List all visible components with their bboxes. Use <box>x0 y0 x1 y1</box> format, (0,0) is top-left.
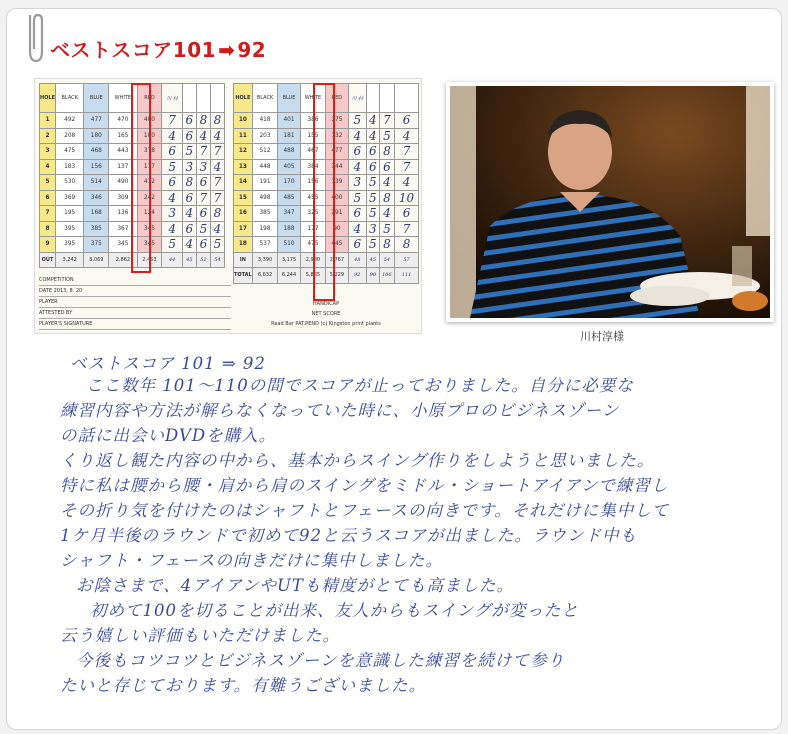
yardage-white: 137 <box>109 159 137 175</box>
score-player-4: 5 <box>210 237 224 253</box>
yardage-blue: 168 <box>84 206 109 222</box>
yardage-black: 475 <box>56 144 84 160</box>
score-player-2: 5 <box>367 190 380 206</box>
total-label: OUT <box>40 252 56 268</box>
letter-line: ここ数年 101～110の間でスコアが止っておりました。自分に必要な <box>86 376 634 395</box>
score-player-3: 4 <box>379 175 394 191</box>
total-blue: 3,175 <box>278 252 300 268</box>
score-player-3: 7 <box>379 113 394 129</box>
yardage-red: 242 <box>137 190 162 206</box>
yardage-blue: 181 <box>278 128 300 144</box>
score-player-2: 6 <box>182 113 196 129</box>
score-player-4: 7 <box>210 190 224 206</box>
score-player-4: 8 <box>210 113 224 129</box>
score-player-3: 8 <box>379 144 394 160</box>
col-header-hole: HOLE <box>40 84 56 113</box>
score-player-1: 3 <box>162 206 182 222</box>
letter-line: その折り気を付けたのはシャフトとフェースの向きです。それだけに集中して <box>60 501 670 520</box>
score-player-3: 8 <box>196 113 210 129</box>
score-player-1: 4 <box>162 190 182 206</box>
letter-line: 今後もコツコツとビジネスゾーンを意識した練習を続けて参り <box>76 651 565 670</box>
letter-line: シャフト・フェースの向きだけに集中しました。 <box>60 551 444 570</box>
score-player-3: 4 <box>196 128 210 144</box>
yardage-white: 384 <box>300 159 325 175</box>
yardage-red: 344 <box>326 159 348 175</box>
total-label: IN <box>234 252 253 268</box>
total-player-1: 44 <box>162 252 182 268</box>
total-player-4: 57 <box>395 252 419 268</box>
yardage-blue: 485 <box>278 190 300 206</box>
highlight-box-in <box>313 83 335 301</box>
letter-line: 特に私は腰から腰・肩から肩のスイングをミドル・ショートアイアンで練習し <box>60 476 669 495</box>
score-player-1: 7 <box>162 113 182 129</box>
hole-number: 4 <box>40 159 56 175</box>
score-player-1: 5 <box>162 159 182 175</box>
scorecard-footer-right <box>233 301 419 331</box>
yardage-white: 156 <box>300 175 325 191</box>
score-player-3: 4 <box>379 206 394 222</box>
scorecard-footer-field: Read Bar PAT.PEND (c) Kingston print plants <box>271 321 381 327</box>
score-player-3: 5 <box>379 128 394 144</box>
hole-number: 9 <box>40 237 56 253</box>
hole-number: 6 <box>40 190 56 206</box>
score-player-1: 4 <box>348 159 366 175</box>
yardage-black: 530 <box>56 175 84 191</box>
score-player-1: 6 <box>348 144 366 160</box>
letter-line: ベストスコア 101 ⇒ 92 <box>70 354 266 373</box>
scorecard-footer-field: DATE 2013. 8. 20 <box>39 286 231 297</box>
hole-number: 8 <box>40 221 56 237</box>
total-red: 2,767 <box>326 252 348 268</box>
letter-line: たいと存じております。有難うございました。 <box>60 676 427 695</box>
yardage-white: 155 <box>300 128 325 144</box>
score-player-2: 5 <box>367 175 380 191</box>
score-player-2: 4 <box>367 128 380 144</box>
score-player-2: 4 <box>182 237 196 253</box>
yardage-blue: 477 <box>84 113 109 129</box>
score-player-3: 3 <box>196 159 210 175</box>
total-red: 2,463 <box>137 252 162 268</box>
yardage-white: 470 <box>109 113 137 129</box>
yardage-black: 191 <box>252 175 278 191</box>
yardage-red: 117 <box>137 159 162 175</box>
yardage-black: 183 <box>56 159 84 175</box>
scorecard-footer-field: COMPETITION <box>39 275 231 286</box>
letter-line: 練習内容や方法が解らなくなっていた時に、小原プロのビジネスゾーン <box>60 401 620 420</box>
score-player-2: 5 <box>367 237 380 253</box>
yardage-red: 477 <box>326 144 348 160</box>
yardage-black: 418 <box>252 113 278 129</box>
yardage-white: 177 <box>300 221 325 237</box>
yardage-black: 208 <box>56 128 84 144</box>
yardage-white: 467 <box>300 144 325 160</box>
scorecard-footer-field: PLAYER'S SIGNATURE <box>39 319 231 330</box>
player-name-handwritten: 川 村 <box>162 84 182 113</box>
handwritten-letter <box>56 350 772 714</box>
score-player-3: 7 <box>196 144 210 160</box>
yardage-blue: 347 <box>278 206 300 222</box>
score-player-4: 7 <box>210 144 224 160</box>
total-black: 6,632 <box>252 268 278 284</box>
player-name-handwritten: 川 村 <box>348 84 366 113</box>
score-player-3: 6 <box>196 175 210 191</box>
hole-number: 3 <box>40 144 56 160</box>
score-player-4: 4 <box>210 221 224 237</box>
score-player-1: 4 <box>162 221 182 237</box>
yardage-blue: 488 <box>278 144 300 160</box>
score-player-3: 6 <box>196 206 210 222</box>
letter-line: の話に出会いDVDを購入。 <box>60 426 277 445</box>
score-player-1: 6 <box>162 175 182 191</box>
yardage-red: 445 <box>326 237 348 253</box>
yardage-red: 291 <box>326 206 348 222</box>
hole-number: 12 <box>234 144 253 160</box>
hole-number: 10 <box>234 113 253 129</box>
col-header-hole: HOLE <box>234 84 253 113</box>
score-player-3: 8 <box>379 237 394 253</box>
total-player-1: 92 <box>348 268 366 284</box>
yardage-white: 309 <box>109 190 137 206</box>
score-player-2: 6 <box>367 159 380 175</box>
hole-number: 2 <box>40 128 56 144</box>
score-player-2: 5 <box>182 144 196 160</box>
hole-number: 15 <box>234 190 253 206</box>
score-player-1: 6 <box>348 206 366 222</box>
col-header-white: WHITE <box>300 84 325 113</box>
score-player-1: 3 <box>348 175 366 191</box>
hole-number: 14 <box>234 175 253 191</box>
hole-number: 18 <box>234 237 253 253</box>
yardage-black: 512 <box>252 144 278 160</box>
yardage-red: 139 <box>326 175 348 191</box>
score-player-4: 10 <box>395 190 419 206</box>
score-player-2: 6 <box>182 221 196 237</box>
yardage-white: 345 <box>109 237 137 253</box>
yardage-blue: 170 <box>278 175 300 191</box>
yardage-blue: 180 <box>84 128 109 144</box>
letter-line: 云う嬉しい評価もいただけました。 <box>60 626 340 645</box>
player-col-header <box>196 84 210 113</box>
golf-scorecard <box>34 78 422 334</box>
score-player-4: 4 <box>210 159 224 175</box>
page-title: ベストスコア101 ➡ 92 <box>50 38 267 62</box>
yardage-red: 400 <box>326 190 348 206</box>
yardage-white: 490 <box>109 175 137 191</box>
yardage-white: 455 <box>300 190 325 206</box>
score-player-3: 5 <box>196 221 210 237</box>
score-player-1: 5 <box>162 237 182 253</box>
player-col-header <box>210 84 224 113</box>
player-col-header <box>367 84 380 113</box>
yardage-white: 165 <box>109 128 137 144</box>
letter-line: お陰さまで、4アイアンやUTも精度がとても高ました。 <box>76 576 514 595</box>
hole-number: 11 <box>234 128 253 144</box>
yardage-blue: 510 <box>278 237 300 253</box>
col-header-black: BLACK <box>252 84 278 113</box>
score-player-2: 6 <box>182 128 196 144</box>
total-black: 3,390 <box>252 252 278 268</box>
yardage-blue: 514 <box>84 175 109 191</box>
highlight-box-out <box>131 83 151 273</box>
col-header-blue: BLUE <box>84 84 109 113</box>
score-player-2: 5 <box>367 206 380 222</box>
col-header-white: WHITE <box>109 84 137 113</box>
yardage-black: 385 <box>252 206 278 222</box>
yardage-white: 367 <box>109 221 137 237</box>
total-red: 5,229 <box>326 268 348 284</box>
total-player-2: 45 <box>182 252 196 268</box>
score-player-4: 7 <box>395 144 419 160</box>
score-player-4: 7 <box>395 221 419 237</box>
yardage-red: 132 <box>326 128 348 144</box>
yardage-red: 100 <box>137 128 162 144</box>
total-player-4: 54 <box>210 252 224 268</box>
total-blue: 3,069 <box>84 252 109 268</box>
yardage-black: 195 <box>56 206 84 222</box>
letter-line: くり返し観た内容の中から、基本からスイング作りをしようと思いました。 <box>60 451 655 470</box>
hole-number: 5 <box>40 175 56 191</box>
yardage-blue: 405 <box>278 159 300 175</box>
total-black: 3,242 <box>56 252 84 268</box>
total-player-3: 54 <box>379 252 394 268</box>
photo-caption: 川村淳様 <box>580 330 624 343</box>
yardage-white: 475 <box>300 237 325 253</box>
yardage-red: 375 <box>326 113 348 129</box>
score-player-3: 6 <box>379 159 394 175</box>
score-player-4: 7 <box>210 175 224 191</box>
score-player-1: 4 <box>348 128 366 144</box>
total-white: 5,865 <box>300 268 325 284</box>
scorecard-footer-left <box>39 275 231 330</box>
score-player-4: 4 <box>210 128 224 144</box>
score-player-2: 6 <box>367 144 380 160</box>
player-col-header <box>182 84 196 113</box>
score-player-2: 3 <box>367 221 380 237</box>
score-player-2: 4 <box>182 206 196 222</box>
yardage-red: 90 <box>326 221 348 237</box>
yardage-black: 395 <box>56 221 84 237</box>
yardage-black: 448 <box>252 159 278 175</box>
customer-photo <box>446 82 774 322</box>
yardage-red: 124 <box>137 206 162 222</box>
total-player-3: 52 <box>196 252 210 268</box>
yardage-white: 386 <box>300 113 325 129</box>
yardage-red: 345 <box>137 237 162 253</box>
yardage-white: 136 <box>109 206 137 222</box>
col-header-red: RED <box>137 84 162 113</box>
score-player-2: 8 <box>182 175 196 191</box>
yardage-blue: 188 <box>278 221 300 237</box>
total-blue: 6,244 <box>278 268 300 284</box>
arrow-right-icon: ➡ <box>218 38 236 62</box>
total-white: 2,862 <box>109 252 137 268</box>
paperclip-icon <box>24 11 44 65</box>
score-player-4: 8 <box>395 237 419 253</box>
yardage-red: 400 <box>137 113 162 129</box>
scorecard-footer-field: HANDICAP <box>312 301 340 307</box>
total-label: TOTAL <box>234 268 253 284</box>
col-header-red: RED <box>326 84 348 113</box>
yardage-black: 395 <box>56 237 84 253</box>
score-player-4: 6 <box>395 113 419 129</box>
score-player-4: 4 <box>395 175 419 191</box>
yardage-black: 498 <box>252 190 278 206</box>
score-player-1: 4 <box>348 221 366 237</box>
letter-line: 初めて100を切ることが出来、友人からもスイングが変ったと <box>90 601 579 620</box>
yardage-blue: 156 <box>84 159 109 175</box>
yardage-black: 203 <box>252 128 278 144</box>
score-player-4: 4 <box>395 128 419 144</box>
yardage-black: 369 <box>56 190 84 206</box>
total-player-2: 90 <box>367 268 380 284</box>
score-player-1: 6 <box>348 237 366 253</box>
col-header-blue: BLUE <box>278 84 300 113</box>
total-white: 2,980 <box>300 252 325 268</box>
total-player-3: 106 <box>379 268 394 284</box>
hole-number: 1 <box>40 113 56 129</box>
score-player-4: 8 <box>210 206 224 222</box>
yardage-blue: 346 <box>84 190 109 206</box>
yardage-red: 378 <box>137 144 162 160</box>
score-player-2: 3 <box>182 159 196 175</box>
yardage-blue: 401 <box>278 113 300 129</box>
score-player-3: 5 <box>379 221 394 237</box>
score-player-2: 6 <box>182 190 196 206</box>
total-player-2: 45 <box>367 252 380 268</box>
total-player-1: 48 <box>348 252 366 268</box>
score-player-1: 5 <box>348 113 366 129</box>
yardage-black: 492 <box>56 113 84 129</box>
hole-number: 13 <box>234 159 253 175</box>
score-player-4: 7 <box>395 159 419 175</box>
score-player-3: 8 <box>379 190 394 206</box>
score-player-3: 6 <box>196 237 210 253</box>
scorecard-footer-field: NET SCORE <box>311 311 341 317</box>
hole-number: 7 <box>40 206 56 222</box>
player-col-header <box>379 84 394 113</box>
score-player-1: 4 <box>162 128 182 144</box>
scorecard-footer-field: ATTESTED BY <box>39 308 231 319</box>
hole-number: 17 <box>234 221 253 237</box>
portrait-image <box>450 86 770 318</box>
yardage-blue: 385 <box>84 221 109 237</box>
player-col-header <box>395 84 419 113</box>
col-header-black: BLACK <box>56 84 84 113</box>
score-player-2: 4 <box>367 113 380 129</box>
total-player-4: 111 <box>395 268 419 284</box>
score-player-3: 7 <box>196 190 210 206</box>
score-player-1: 5 <box>348 190 366 206</box>
yardage-blue: 468 <box>84 144 109 160</box>
scorecard-footer-field: PLAYER <box>39 297 231 308</box>
yardage-black: 537 <box>252 237 278 253</box>
yardage-red: 345 <box>137 221 162 237</box>
letter-line: 1ケ月半後のラウンドで初めて92と云うスコアが出ました。ラウンド中も <box>60 526 637 545</box>
yardage-blue: 375 <box>84 237 109 253</box>
yardage-black: 198 <box>252 221 278 237</box>
score-player-1: 6 <box>162 144 182 160</box>
score-player-4: 6 <box>395 206 419 222</box>
hole-number: 16 <box>234 206 253 222</box>
yardage-red: 412 <box>137 175 162 191</box>
yardage-white: 325 <box>300 206 325 222</box>
yardage-white: 443 <box>109 144 137 160</box>
